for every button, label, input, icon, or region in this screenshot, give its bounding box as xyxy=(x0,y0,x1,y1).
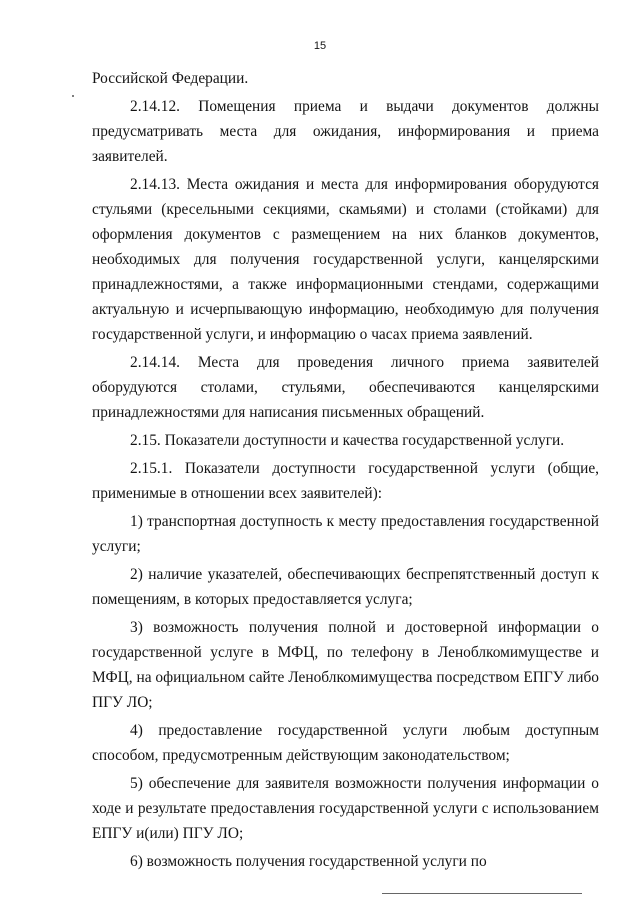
paragraph: 2.14.13. Места ожидания и места для информирования оборудуются стульями (кресельными секциями, скамьями) и столами (стойками) для оформления документов с размещением на них бланков документов, необходимых для получения государственной услуги, канцелярскими принадлежностями, а также информационными стендами, содержащими актуальную и исчерпывающую информацию, необходимую для получения государственной услуги, и информацию о часах приема заявлений. xyxy=(92,176,599,343)
paragraph: 5) обеспечение для заявителя возможности получения информации о ходе и результате предоставления государственной услуги с использованием ЕПГУ и(или) ПГУ ЛО; xyxy=(92,775,599,842)
paragraph: 2.15. Показатели доступности и качества государственной услуги. xyxy=(130,432,565,449)
paragraph: 2) наличие указателей, обеспечивающих беспрепятственный доступ к помещениям, в которых предоставляется услуга; xyxy=(92,566,599,608)
scan-edge-line xyxy=(382,893,582,894)
paragraph: Российской Федерации. xyxy=(92,70,249,87)
paragraph: 4) предоставление государственной услуги любым доступным способом, предусмотренным действующим законодательством; xyxy=(92,722,599,764)
paragraph: 2.14.12. Помещения приема и выдачи документов должны предусматривать места для ожидания, информирования и приема заявителей. xyxy=(92,98,599,165)
scan-speck xyxy=(72,95,74,97)
document-body xyxy=(92,66,599,877)
page-number: 15 xyxy=(313,40,327,52)
paragraph: 2.14.14. Места для проведения личного приема заявителей оборудуются столами, стульями, обеспечиваются канцелярскими принадлежностями для написания письменных обращений. xyxy=(92,354,599,421)
paragraph: 6) возможность получения государственной услуги по xyxy=(130,853,487,870)
paragraph: 2.15.1. Показатели доступности государственной услуги (общие, применимые в отношении всех заявителей): xyxy=(92,460,599,502)
paragraph: 3) возможность получения полной и достоверной информации о государственной услуге в МФЦ, по телефону в Леноблкомимуществе и МФЦ, на официальном сайте Леноблкомимущества посредством ЕПГУ либо ПГУ ЛО; xyxy=(92,619,599,711)
paragraph: 1) транспортная доступность к месту предоставления государственной услуги; xyxy=(92,513,599,555)
